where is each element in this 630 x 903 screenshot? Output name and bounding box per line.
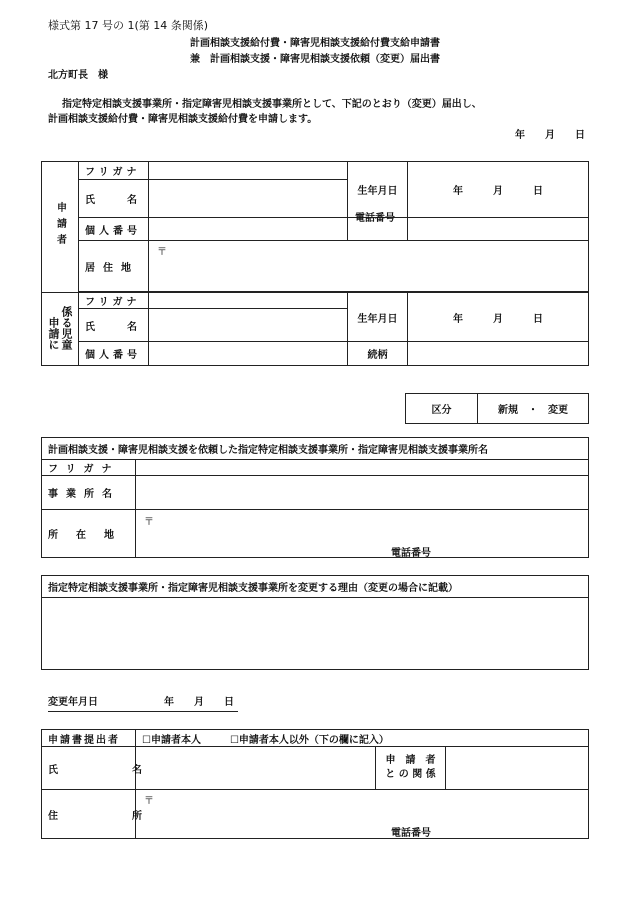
reason-table [41, 575, 589, 670]
applicant-group-label: 申請者 [42, 162, 79, 293]
applicant-furigana-label: フリガナ [79, 162, 149, 180]
form-number: 様式第 17 号の 1(第 14 条関係) [48, 19, 209, 32]
category-box [405, 393, 589, 424]
submitter-name-label: 氏 名 [42, 747, 136, 790]
office-location-label: 所在地 [42, 510, 136, 558]
office-phone-label: 電話番号 [391, 548, 431, 559]
category-value[interactable]: 新規 ・ 変更 [478, 394, 589, 424]
office-furigana-field[interactable] [136, 460, 589, 476]
applicant-address-field[interactable] [149, 241, 589, 292]
applicant-table [41, 161, 589, 366]
submit-date: 年 月 日 [515, 130, 585, 141]
body-line1: 指定特定相談支援事業所・指定障害児相談支援事業所として、下記のとおり（変更）届出し、 [62, 99, 482, 110]
option-other-checkbox[interactable]: ☐申請者本人以外（下の欄に記入） [229, 734, 389, 746]
change-date-line[interactable] [48, 697, 238, 712]
reason-heading: 指定特定相談支援事業所・指定障害児相談支援事業所を変更する理由（変更の場合に記載） [42, 576, 589, 598]
postal-mark: 〒 [157, 247, 167, 258]
office-name-label: 事業所名 [42, 476, 136, 510]
child-group-label: 申請に係る児童 [42, 293, 79, 366]
category-label: 区分 [406, 394, 478, 424]
child-furigana-label: フリガナ [79, 293, 149, 309]
applicant-number-field[interactable] [149, 218, 348, 241]
applicant-address-label: 居住地 [79, 241, 149, 292]
submitter-relation-label: 申 請 者 と の 関 係 [376, 747, 446, 790]
form-title-line2: 兼 計画相談支援・障害児相談支援依頼（変更）届出書 [190, 54, 440, 65]
applicant-birth-field[interactable]: 年 月 日 [408, 162, 589, 218]
submitter-postal-mark: 〒 [144, 796, 154, 807]
applicant-name-label: 氏 名 [79, 180, 149, 218]
submitter-relation-field[interactable] [446, 747, 589, 790]
option-self-checkbox[interactable]: ☐申請者本人 [142, 734, 201, 746]
applicant-birth-label: 生年月日 [348, 162, 408, 218]
applicant-number-label: 個人番号 [79, 218, 149, 241]
child-relation-field[interactable] [408, 342, 589, 366]
submitter-label: 申請書提出者 [42, 730, 136, 747]
office-location-field[interactable] [136, 510, 589, 558]
office-postal-mark: 〒 [144, 517, 154, 528]
applicant-phone-field-top[interactable] [408, 218, 589, 241]
applicant-name-field[interactable] [149, 180, 348, 218]
child-number-field[interactable] [149, 342, 348, 366]
child-name-field[interactable] [149, 309, 348, 342]
applicant-furigana-field[interactable] [149, 162, 348, 180]
change-date-value: 年 月 日 [164, 697, 234, 708]
office-furigana-label: フリガナ [42, 460, 136, 476]
body-line2: 計画相談支援給付費・障害児相談支援給付費を申請します。 [48, 114, 318, 125]
submitter-phone-label: 電話番号 [391, 828, 431, 839]
submitter-address-label: 住 所 [42, 790, 136, 839]
submitter-options [136, 730, 589, 747]
child-birth-field[interactable]: 年 月 日 [408, 293, 589, 342]
child-relation-label: 続柄 [348, 342, 408, 366]
office-name-field[interactable] [136, 476, 589, 510]
office-table [41, 437, 589, 558]
addressee: 北方町長 様 [48, 70, 108, 81]
submitter-table [41, 729, 589, 839]
submitter-address-field[interactable] [136, 790, 589, 839]
child-number-label: 個人番号 [79, 342, 149, 366]
child-name-label: 氏 名 [79, 309, 149, 342]
form-title-line1: 計画相談支援給付費・障害児相談支援給付費支給申請書 [190, 38, 440, 49]
submitter-name-field[interactable] [136, 747, 376, 790]
applicant-phone-label-text: 電話番号 [355, 213, 395, 224]
office-heading: 計画相談支援・障害児相談支援を依頼した指定特定相談支援事業所・指定障害児相談支援事業所名 [42, 438, 589, 460]
child-birth-label: 生年月日 [348, 293, 408, 342]
reason-field[interactable] [42, 598, 589, 670]
child-furigana-field[interactable] [149, 293, 348, 309]
change-date-label: 変更年月日 [48, 697, 98, 708]
